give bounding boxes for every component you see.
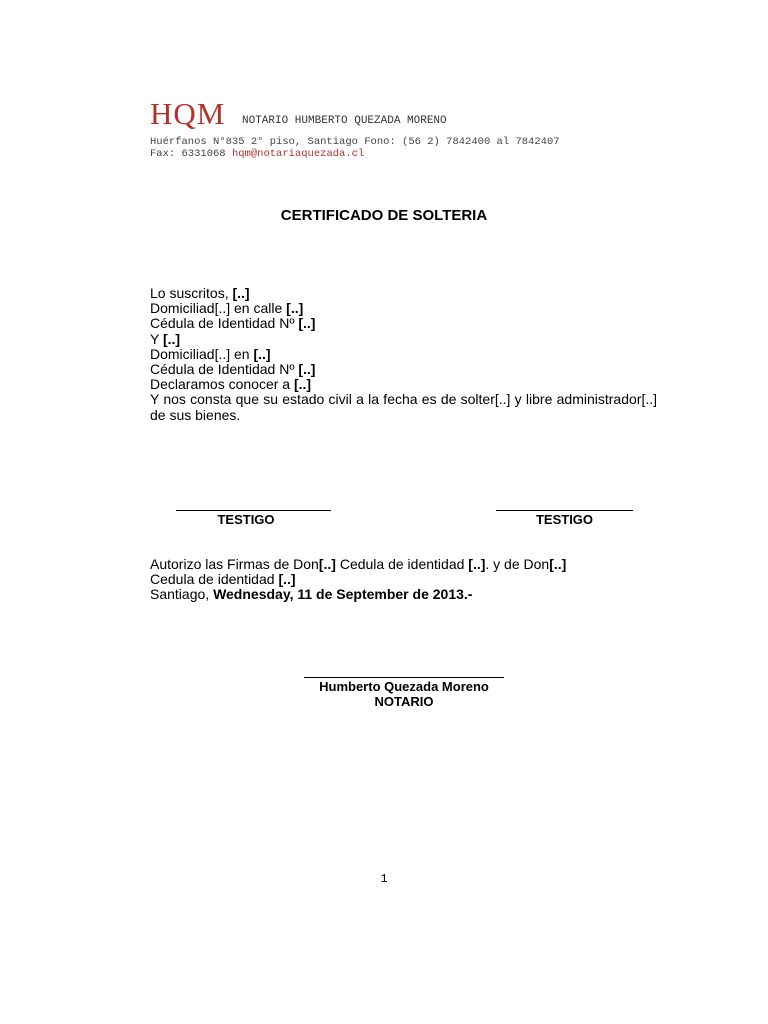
acquaintance-label: Declaramos conocer a bbox=[150, 376, 294, 393]
address-label-1: Domiciliad[..] en calle bbox=[150, 300, 287, 317]
id-placeholder-2: [..] bbox=[298, 361, 316, 378]
notary-address: Huérfanos N°835 2° piso, Santiago Fono: (56 2) 7842400 al 7842407 bbox=[150, 136, 560, 148]
notary-name: NOTARIO HUMBERTO QUEZADA MORENO bbox=[242, 115, 447, 127]
second-signer-placeholder: [..] bbox=[549, 556, 567, 572]
witness-signature-line-right bbox=[496, 510, 633, 511]
subscriber-placeholder: [..] bbox=[232, 285, 250, 301]
email-link[interactable]: hqm@notariaquezada.cl bbox=[231, 148, 365, 160]
document-date: Wednesday, 11 de September de 2013.- bbox=[213, 586, 473, 603]
place-label: Santiago, bbox=[150, 586, 214, 603]
document-title: CERTIFICADO DE SOLTERIA bbox=[280, 207, 488, 224]
page-number: 1 bbox=[380, 872, 388, 886]
id-line-4 bbox=[150, 572, 670, 587]
witness-label-left: TESTIGO bbox=[217, 512, 275, 527]
first-signer-placeholder: [..] bbox=[318, 556, 336, 572]
acquaintance-line bbox=[150, 377, 657, 392]
authorization-label: Autorizo las Firmas de Don bbox=[150, 556, 319, 572]
second-subscriber-line bbox=[150, 332, 657, 347]
id-line-2 bbox=[150, 362, 657, 377]
id-label-4: Cedula de identidad bbox=[150, 571, 279, 588]
subscriber-line bbox=[150, 286, 657, 301]
authorization-block bbox=[150, 557, 670, 603]
fax-number: Fax: 6331068 bbox=[150, 148, 226, 160]
notary-signature-line bbox=[304, 677, 504, 678]
notary-contact bbox=[150, 148, 364, 160]
address-placeholder-1: [..] bbox=[286, 300, 304, 317]
declaration-body bbox=[150, 286, 657, 423]
acquaintance-placeholder: [..] bbox=[293, 376, 312, 393]
witness-signature-line-left bbox=[176, 510, 331, 511]
witness-label-right: TESTIGO bbox=[535, 512, 594, 527]
authorization-line bbox=[150, 557, 670, 572]
second-subscriber-placeholder: [..] bbox=[162, 330, 181, 347]
address-line-2 bbox=[150, 347, 657, 362]
address-label-2: Domiciliad[..] en bbox=[150, 345, 254, 362]
id-label-2: Cédula de Identidad Nº bbox=[150, 361, 299, 378]
date-line bbox=[150, 587, 670, 602]
id-placeholder-4: [..] bbox=[278, 571, 296, 588]
notary-signature-name: Humberto Quezada Moreno bbox=[319, 679, 489, 694]
civil-status-paragraph: Y nos consta que su estado civil a la fecha es de solter[..] y libre administrador[..] de sus bienes. bbox=[150, 391, 657, 423]
id-placeholder-1: [..] bbox=[298, 315, 316, 332]
notary-logo: HQM bbox=[150, 96, 226, 131]
address-placeholder-2: [..] bbox=[253, 345, 271, 362]
subscriber-label: Lo suscritos, bbox=[150, 285, 233, 301]
conjunction: Y bbox=[150, 330, 163, 347]
id-label-3: Cedula de identidad bbox=[335, 556, 469, 572]
id-label-1: Cédula de Identidad Nº bbox=[150, 315, 299, 332]
address-line-1 bbox=[150, 301, 657, 316]
second-signer-label: . y de Don bbox=[485, 556, 550, 572]
id-placeholder-3: [..] bbox=[468, 556, 486, 572]
notary-signature-role: NOTARIO bbox=[374, 694, 434, 709]
id-line-1 bbox=[150, 316, 657, 331]
